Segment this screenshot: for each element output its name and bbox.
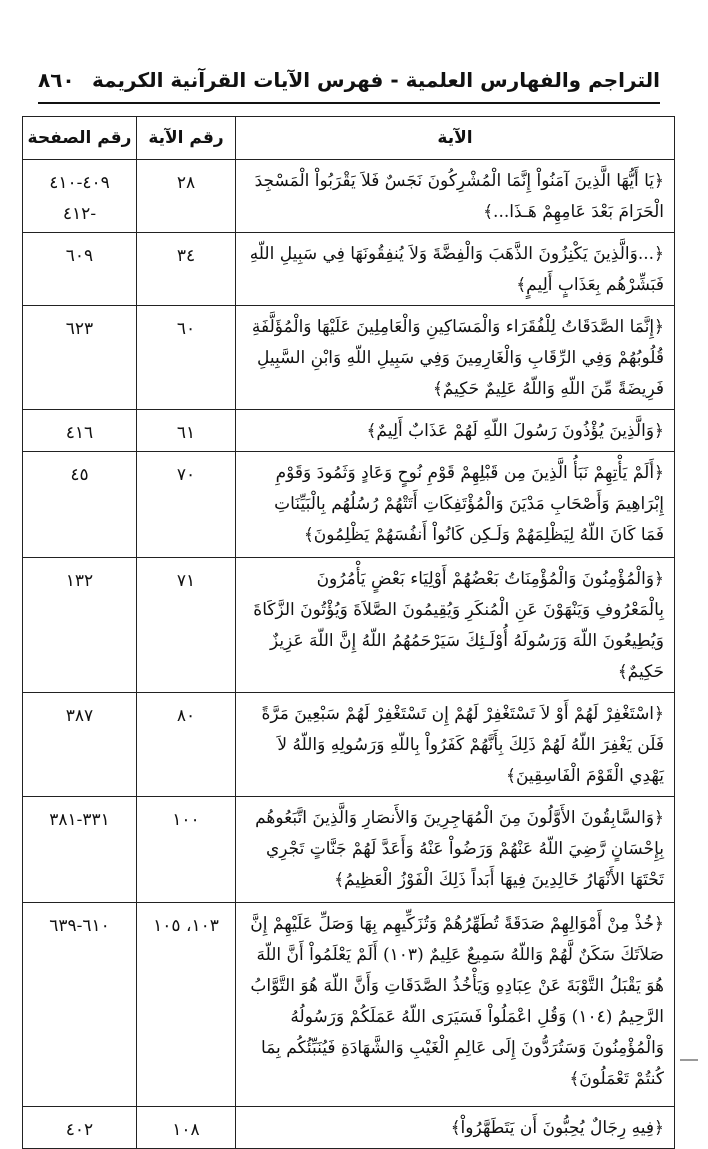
column-header-ayah-number: رقم الآية [137,117,236,160]
table-row [23,306,675,410]
ayah-number: ٦١ [137,410,236,452]
table-row [23,558,675,693]
page-reference-line: ٣٣١-٣٨١ [49,810,110,830]
page-reference [23,233,137,306]
table-body [23,160,675,1149]
ayah-text: ﴿وَالْمُؤْمِنُونَ وَالْمُؤْمِنَاتُ بَعْضُهُمْ أَوْلِيَاء بَعْضٍ يَأْمُرُونَ بِالْمَعْرُوفِ وَيَنْهَوْنَ عَنِ الْمُنكَرِ وَيُقِيمُونَ الصَّلاَةَ وَيُؤْتُونَ الزَّكَاةَ وَيُطِيعُونَ اللّهَ وَرَسُولَهُ أُوْلَـئِكَ سَيَرْحَمُهُمُ اللّهُ إِنَّ اللّهَ عَزِيزٌ حَكِيمٌ﴾ [236,558,675,693]
page-number: ٨٦٠ [38,68,75,92]
page-reference-line: ٦٠٩ [65,246,94,266]
table-row [23,693,675,797]
ayah-number: ١٠٠ [137,797,236,903]
page-reference-line: ٤١٦ [65,423,94,443]
table-row [23,452,675,558]
ayah-text: ﴿وَالسَّابِقُونَ الأَوَّلُونَ مِنَ الْمُهَاجِرِينَ وَالأَنصَارِ وَالَّذِينَ اتَّبَعُوهُم بِإِحْسَانٍ رَّضِيَ اللّهُ عَنْهُمْ وَرَضُواْ عَنْهُ وَأَعَدَّ لَهُمْ جَنَّاتٍ تَجْرِي تَحْتَهَا الأَنْهَارُ خَالِدِينَ فِيهَا أَبَداً ذَلِكَ الْفَوْزُ الْعَظِيمُ﴾ [236,797,675,903]
column-header-page-number: رقم الصفحة [23,117,137,160]
page-reference-line: ٤٥ [70,465,89,485]
page-reference [23,306,137,410]
page-reference-line: ١٣٢ [65,571,94,591]
ayah-text: ﴿أَلَمْ يَأْتِهِمْ نَبَأُ الَّذِينَ مِن قَبْلِهِمْ قَوْمِ نُوحٍ وَعَادٍ وَثَمُودَ وَقَوْمِ إِبْرَاهِيمَ وَأَصْحَابِ مَدْيَنَ وَالْمُؤْتَفِكَاتِ أَتَتْهُمْ رُسُلُهُم بِالْبَيِّنَاتِ فَمَا كَانَ اللّهُ لِيَظْلِمَهُمْ وَلَـكِن كَانُواْ أَنفُسَهُمْ يَظْلِمُونَ﴾ [236,452,675,558]
page-reference-line: ٦٢٣ [65,319,94,339]
page-reference [23,903,137,1107]
page-reference [23,558,137,693]
ayah-text: ﴿إِنَّمَا الصَّدَقَاتُ لِلْفُقَرَاء وَالْمَسَاكِينِ وَالْعَامِلِينَ عَلَيْهَا وَالْمُؤَلَّفَةِ قُلُوبُهُمْ وَفِي الرِّقَابِ وَالْغَارِمِينَ وَفِي سَبِيلِ اللّهِ وَابْنِ السَّبِيلِ فَرِيضَةً مِّنَ اللّهِ وَاللّهُ عَلِيمٌ حَكِيمٌ﴾ [236,306,675,410]
page-reference [23,452,137,558]
table-row [23,410,675,452]
running-title: التراجم والفهارس العلمية - فهرس الآيات القرآنية الكريمة [91,68,660,92]
table-header-row [23,117,675,160]
page-reference-line: ٤٠٩-٤١٠ [49,173,110,193]
page-reference [23,160,137,233]
ayah-number: ٧٠ [137,452,236,558]
ayah-text: ﴿...وَالَّذِينَ يَكْنِزُونَ الذَّهَبَ وَالْفِضَّةَ وَلاَ يُنفِقُونَهَا فِي سَبِيلِ اللّهِ فَبَشِّرْهُم بِعَذَابٍ أَلِيمٍ﴾ [236,233,675,306]
page-header [38,68,660,104]
ayah-number: ١٠٣، ١٠٥ [137,903,236,1107]
page-reference-line: ٦١٠-٦٣٩ [49,916,110,936]
table-row [23,1107,675,1149]
ayah-text: ﴿خُذْ مِنْ أَمْوَالِهِمْ صَدَقَةً تُطَهِّرُهُمْ وَتُزَكِّيهِم بِهَا وَصَلِّ عَلَيْهِمْ إِنَّ صَلاَتَكَ سَكَنٌ لَّهُمْ وَاللّهُ سَمِيعٌ عَلِيمٌ (١٠٣) أَلَمْ يَعْلَمُواْ أَنَّ اللّهَ هُوَ يَقْبَلُ التَّوْبَةَ عَنْ عِبَادِهِ وَيَأْخُذُ الصَّدَقَاتِ وَأَنَّ اللّهَ هُوَ التَّوَّابُ الرَّحِيمُ (١٠٤) وَقُلِ اعْمَلُواْ فَسَيَرَى اللّهُ عَمَلَكُمْ وَرَسُولُهُ وَالْمُؤْمِنُونَ وَسَتُرَدُّونَ إِلَى عَالِمِ الْغَيْبِ وَالشَّهَادَةِ فَيُنَبِّئُكُم بِمَا كُنتُمْ تَعْمَلُونَ﴾ [236,903,675,1107]
ayah-number: ٢٨ [137,160,236,233]
page-reference [23,797,137,903]
page-reference [23,410,137,452]
page-reference-line: ٤٠٢ [65,1120,94,1140]
table-row [23,903,675,1107]
table-row [23,797,675,903]
ayah-number: ٣٤ [137,233,236,306]
ayah-number: ٨٠ [137,693,236,797]
ayah-text: ﴿فِيهِ رِجَالٌ يُحِبُّونَ أَن يَتَطَهَّرُواْ﴾ [236,1107,675,1149]
ayah-text: ﴿وَالَّذِينَ يُؤْذُونَ رَسُولَ اللّهِ لَهُمْ عَذَابٌ أَلِيمٌ﴾ [236,410,675,452]
page-reference [23,693,137,797]
ayah-text: ﴿اسْتَغْفِرْ لَهُمْ أَوْ لاَ تَسْتَغْفِرْ لَهُمْ إِن تَسْتَغْفِرْ لَهُمْ سَبْعِينَ مَرَّةً فَلَن يَغْفِرَ اللّهُ لَهُمْ ذَلِكَ بِأَنَّهُمْ كَفَرُواْ بِاللّهِ وَرَسُولِهِ وَاللّهُ لاَ يَهْدِي الْقَوْمَ الْفَاسِقِينَ﴾ [236,693,675,797]
page-reference [23,1107,137,1149]
ayah-number: ١٠٨ [137,1107,236,1149]
margin-mark [680,1059,698,1061]
table-row [23,233,675,306]
table-row [23,160,675,233]
ayah-number: ٦٠ [137,306,236,410]
column-header-ayah: الآية [236,117,675,160]
page-reference-line: -٤١٢ [62,204,97,224]
ayah-index-table [22,116,675,1149]
page-reference-line: ٣٨٧ [65,706,94,726]
ayah-text: ﴿يَا أَيُّهَا الَّذِينَ آمَنُواْ إِنَّمَا الْمُشْرِكُونَ نَجَسٌ فَلاَ يَقْرَبُواْ الْمَسْجِدَ الْحَرَامَ بَعْدَ عَامِهِمْ هَـذَا...﴾ [236,160,675,233]
ayah-number: ٧١ [137,558,236,693]
